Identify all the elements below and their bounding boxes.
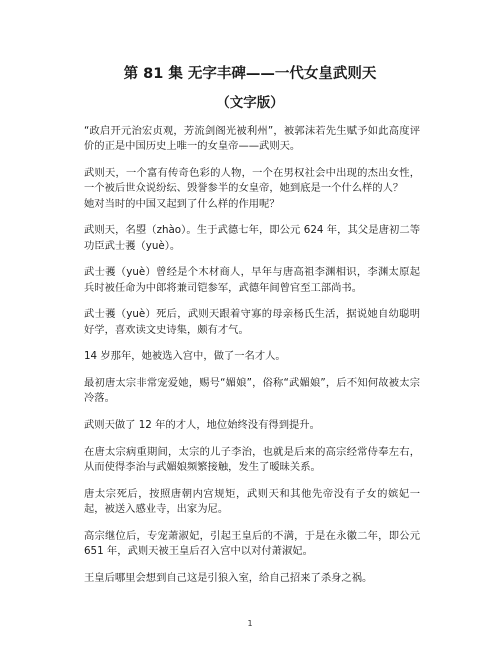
document-title: 第 81 集 无字丰碑——一代女皇武则天 (123, 66, 377, 82)
paragraph: 唐太宗死后，按照唐朝内宫规矩，武则天和其他先帝没有子女的嫔妃一起，被送入感业寺，出家为尼。 (84, 487, 420, 515)
page-number: 1 (247, 619, 253, 628)
paragraph: 武士彟（yuè）死后，武则天跟着守寡的母亲杨氏生活，据说她自幼聪明好学，喜欢读文史诗集，颇有才气。 (84, 308, 420, 336)
paragraph: 武士彟（yuè）曾经是个木材商人，早年与唐高祖李渊相识，李渊太原起兵时被任命为中郎将兼司铠参军，武德年间曾官至工部尚书。 (84, 266, 420, 294)
paragraph: 14 岁那年，她被选入宫中，做了一名才人。 (84, 350, 286, 363)
paragraph: 最初唐太宗非常宠爱她，赐号“媚娘”，俗称“武媚娘”，后不知何故被太宗冷落。 (84, 376, 420, 405)
paragraph: 高宗继位后，专宠萧淑妃，引起王皇后的不满，于是在永徽二年，即公元 651 年，武则天被王皇后召入宫中以对付萧淑妃。 (84, 529, 424, 557)
paragraph: 在唐太宗病重期间，太宗的儿子李治，也就是后来的高宗经常侍奉左右，从而使得李治与武媚娘频繁接触，发生了暧昧关系。 (84, 445, 420, 473)
paragraph: 武则天做了 12 年的才人，地位始终没有得到提升。 (84, 418, 320, 431)
document-body (84, 124, 424, 597)
paragraph: 王皇后哪里会想到自己这是引狼入室，给自己招来了杀身之祸。 (84, 571, 373, 584)
paragraph: “政启开元治宏贞观，芳流剑阁光被利州”，被郭沫若先生赋予如此高度评价的正是中国历史上唯一的女皇帝——武则天。 (84, 125, 420, 153)
paragraph: 武则天，名曌（zhào）。生于武德七年，即公元 624 年，其父是唐初二等功臣武士彟（yuè）。 (84, 224, 420, 252)
document-subtitle: （文字版） (216, 95, 284, 111)
paragraph: 武则天，一个富有传奇色彩的人物，一个在男权社会中出现的杰出女性，一个被后世众说纷纭、毁誉参半的女皇帝，她到底是一个什么样的人？ 她对当时的中国又起到了什么样的作用呢？ (84, 166, 420, 210)
